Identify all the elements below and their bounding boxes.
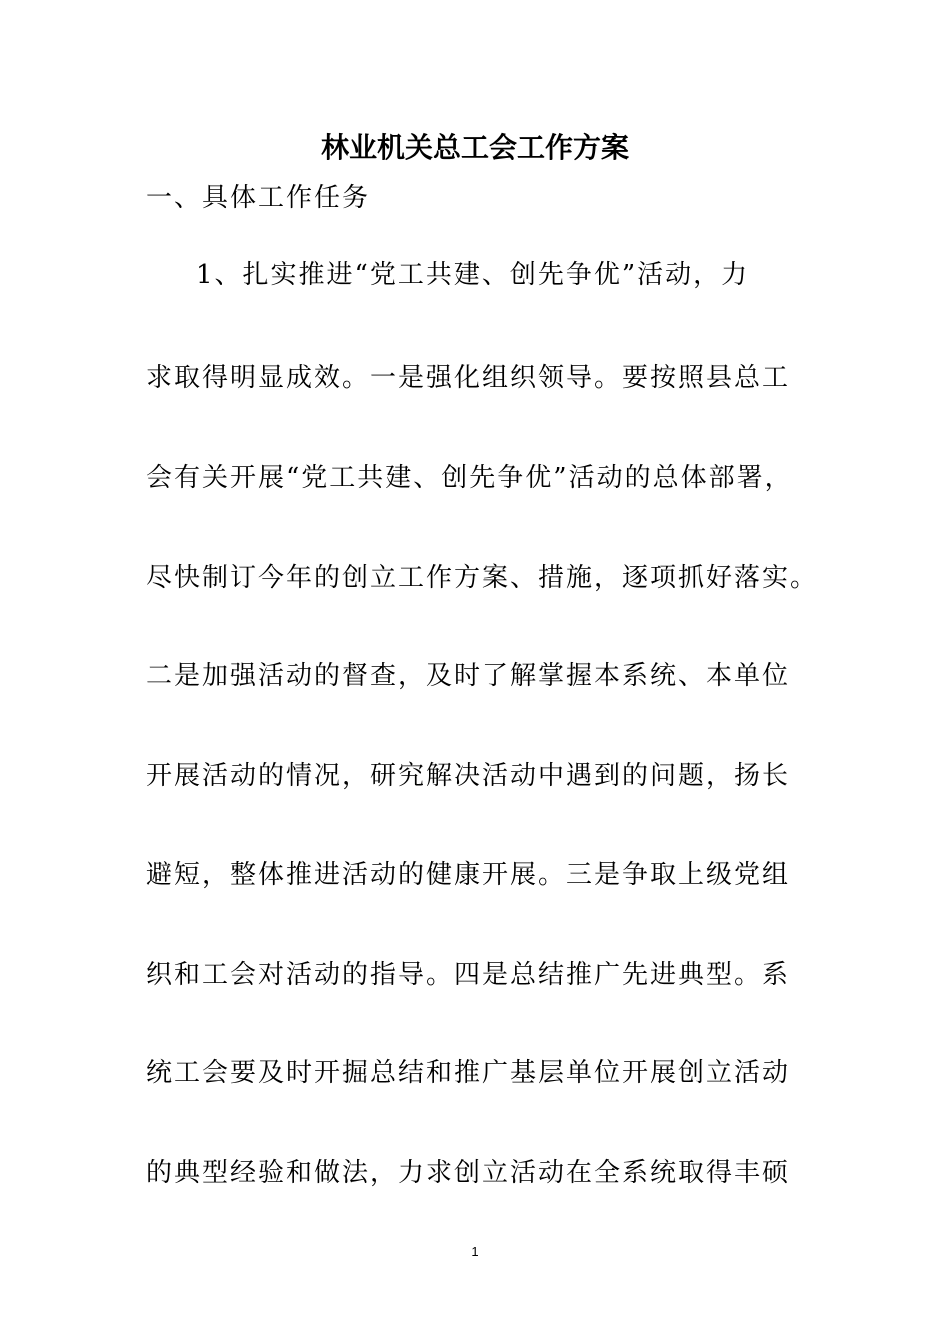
section-heading: 一、具体工作任务 — [146, 183, 371, 213]
document-title: 林业机关总工会工作方案 — [320, 131, 629, 164]
paragraph-line: 织和工会对活动的指导。四是总结推广先进典型。系 — [146, 960, 791, 990]
paragraph-line: 避短，整体推进活动的健康开展。三是争取上级党组 — [146, 860, 791, 890]
paragraph-line: 1、扎实推进“党工共建、创先争优”活动，力 — [196, 260, 750, 290]
paragraph-line: 求取得明显成效。一是强化组织领导。要按照县总工 — [146, 363, 791, 393]
paragraph-line: 会有关开展“党工共建、创先争优”活动的总体部署， — [146, 463, 793, 493]
paragraph-line: 开展活动的情况，研究解决活动中遇到的问题，扬长 — [146, 761, 791, 791]
page-number: 1 — [471, 1244, 479, 1259]
paragraph-line: 的典型经验和做法，力求创立活动在全系统取得丰硕 — [146, 1158, 791, 1188]
paragraph-line: 统工会要及时开掘总结和推广基层单位开展创立活动 — [146, 1058, 791, 1088]
paragraph-line: 尽快制订今年的创立工作方案、措施，逐项抓好落实。 — [146, 563, 819, 593]
paragraph-line: 二是加强活动的督查，及时了解掌握本系统、本单位 — [146, 661, 791, 691]
